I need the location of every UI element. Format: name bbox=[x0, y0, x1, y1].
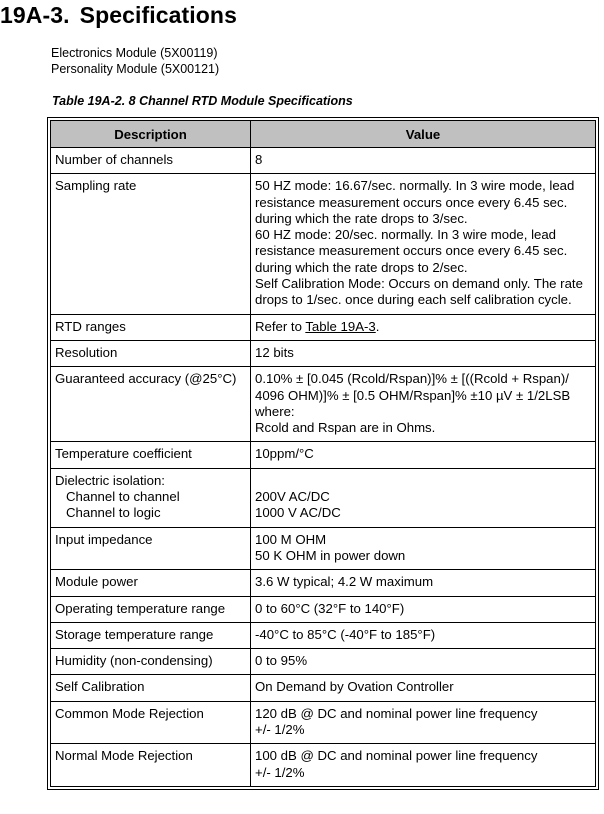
module-electronics: Electronics Module (5X00119) bbox=[51, 46, 218, 60]
description-line: Resolution bbox=[55, 344, 118, 360]
description-line: Normal Mode Rejection bbox=[55, 748, 193, 764]
header-description: Description bbox=[51, 121, 251, 148]
value-line: 120 dB @ DC and nominal power line frequency bbox=[255, 705, 538, 721]
spec-description bbox=[51, 596, 251, 622]
description-line: Temperature coefficient bbox=[55, 446, 192, 462]
spec-value bbox=[251, 596, 596, 622]
value-line: +/- 1/2% bbox=[255, 764, 305, 780]
description-line: Dielectric isolation: bbox=[55, 472, 165, 488]
value-line: 0 to 95% bbox=[255, 653, 308, 669]
spec-value bbox=[251, 527, 596, 570]
description-line: Guaranteed accuracy (@25°C) bbox=[55, 371, 237, 387]
description-line: Module power bbox=[55, 574, 138, 590]
spec-description bbox=[51, 442, 251, 468]
value-line: 0 to 60°C (32°F to 140°F) bbox=[255, 600, 405, 616]
spec-description bbox=[51, 675, 251, 701]
value-line: 100 M OHM bbox=[255, 531, 327, 547]
spec-description bbox=[51, 744, 251, 787]
spec-table-frame bbox=[47, 117, 599, 790]
table-body bbox=[51, 148, 596, 787]
header-value: Value bbox=[251, 121, 596, 148]
table-row bbox=[51, 442, 596, 468]
table-row bbox=[51, 340, 596, 366]
module-personality: Personality Module (5X00121) bbox=[51, 62, 220, 76]
value-prefix: Refer to bbox=[255, 318, 306, 334]
value-line: where: bbox=[255, 403, 295, 419]
value-line: resistance measurement occurs once every 6.45 sec. bbox=[255, 243, 568, 259]
table-row bbox=[51, 596, 596, 622]
value-line: during which the rate drops to 2/sec. bbox=[255, 259, 468, 275]
spec-value bbox=[251, 468, 596, 527]
spec-value bbox=[251, 675, 596, 701]
value-line: resistance measurement occurs once every 6.45 sec. bbox=[255, 194, 568, 210]
spec-description bbox=[51, 314, 251, 340]
spec-description bbox=[51, 367, 251, 442]
spec-value bbox=[251, 367, 596, 442]
table-row bbox=[51, 527, 596, 570]
value-line: 50 K OHM in power down bbox=[255, 547, 406, 563]
description-line: RTD ranges bbox=[55, 318, 126, 334]
value-line: 3.6 W typical; 4.2 W maximum bbox=[255, 574, 434, 590]
value-line: during which the rate drops to 3/sec. bbox=[255, 210, 468, 226]
spec-value bbox=[251, 174, 596, 314]
value-line: Self Calibration Mode: Occurs on demand only. The rate bbox=[255, 276, 583, 292]
value-line bbox=[255, 319, 591, 335]
description-line: Channel to logic bbox=[66, 505, 161, 521]
section-title: Specifications bbox=[79, 2, 237, 28]
section-number: 19A-3. bbox=[0, 2, 70, 28]
spec-description bbox=[51, 174, 251, 314]
table-header-row bbox=[51, 121, 596, 148]
value-line: -40°C to 85°C (-40°F to 185°F) bbox=[255, 626, 436, 642]
value-line: 60 HZ mode: 20/sec. normally. In 3 wire mode, lead bbox=[255, 227, 557, 243]
spec-value bbox=[251, 622, 596, 648]
description-line: Number of channels bbox=[55, 152, 174, 167]
table-row bbox=[51, 744, 596, 787]
description-line: Sampling rate bbox=[55, 178, 137, 194]
value-line bbox=[255, 473, 591, 489]
module-list bbox=[51, 45, 219, 77]
spec-description bbox=[51, 649, 251, 675]
spec-value bbox=[251, 701, 596, 744]
spec-value bbox=[251, 570, 596, 596]
spec-value bbox=[251, 744, 596, 787]
description-line: Humidity (non-condensing) bbox=[55, 653, 213, 669]
spec-value bbox=[251, 442, 596, 468]
value-line: 100 dB @ DC and nominal power line frequency bbox=[255, 748, 538, 764]
section-heading bbox=[0, 0, 237, 30]
spec-description bbox=[51, 148, 251, 174]
table-row bbox=[51, 622, 596, 648]
spec-description bbox=[51, 527, 251, 570]
value-line: 50 HZ mode: 16.67/sec. normally. In 3 wire mode, lead bbox=[255, 178, 575, 194]
value-line: 200V AC/DC bbox=[255, 489, 330, 505]
table-caption: Table 19A-2. 8 Channel RTD Module Specifications bbox=[52, 94, 353, 108]
value-line: 12 bits bbox=[255, 344, 294, 360]
description-line: Self Calibration bbox=[55, 679, 145, 695]
description-line: Operating temperature range bbox=[55, 600, 226, 616]
spec-description bbox=[51, 701, 251, 744]
description-line: Input impedance bbox=[55, 531, 153, 547]
table-row bbox=[51, 367, 596, 442]
value-line: On Demand by Ovation Controller bbox=[255, 679, 454, 695]
spec-description bbox=[51, 622, 251, 648]
description-line: Common Mode Rejection bbox=[55, 705, 204, 721]
value-line: 0.10% ± [0.045 (Rcold/Rspan)]% ± [((Rcold + Rspan)/ bbox=[255, 371, 569, 387]
value-line: 10ppm/°C bbox=[255, 446, 314, 462]
spec-value bbox=[251, 340, 596, 366]
table-row bbox=[51, 701, 596, 744]
table-row bbox=[51, 174, 596, 314]
table-19a-3-link[interactable]: Table 19A-3 bbox=[305, 318, 376, 334]
value-line: drops to 1/sec. once during each self calibration cycle. bbox=[255, 292, 572, 308]
value-line: 8 bbox=[255, 152, 263, 167]
spec-table bbox=[50, 120, 596, 787]
description-line: Channel to channel bbox=[66, 489, 180, 505]
spec-description bbox=[51, 340, 251, 366]
value-line: 1000 V AC/DC bbox=[255, 505, 341, 521]
table-row bbox=[51, 570, 596, 596]
spec-value bbox=[251, 148, 596, 174]
value-line: +/- 1/2% bbox=[255, 722, 305, 738]
description-line: Storage temperature range bbox=[55, 626, 214, 642]
table-row bbox=[51, 314, 596, 340]
spec-value bbox=[251, 649, 596, 675]
spec-value bbox=[251, 314, 596, 340]
table-row bbox=[51, 468, 596, 527]
table-row bbox=[51, 148, 596, 174]
value-line: Rcold and Rspan are in Ohms. bbox=[255, 420, 436, 436]
value-suffix: . bbox=[375, 318, 380, 334]
spec-description bbox=[51, 570, 251, 596]
table-row bbox=[51, 649, 596, 675]
spec-description bbox=[51, 468, 251, 527]
value-line: 4096 OHM)]% ± [0.5 OHM/Rspan]% ±10 µV ± 1/2LSB bbox=[255, 387, 571, 403]
table-row bbox=[51, 675, 596, 701]
